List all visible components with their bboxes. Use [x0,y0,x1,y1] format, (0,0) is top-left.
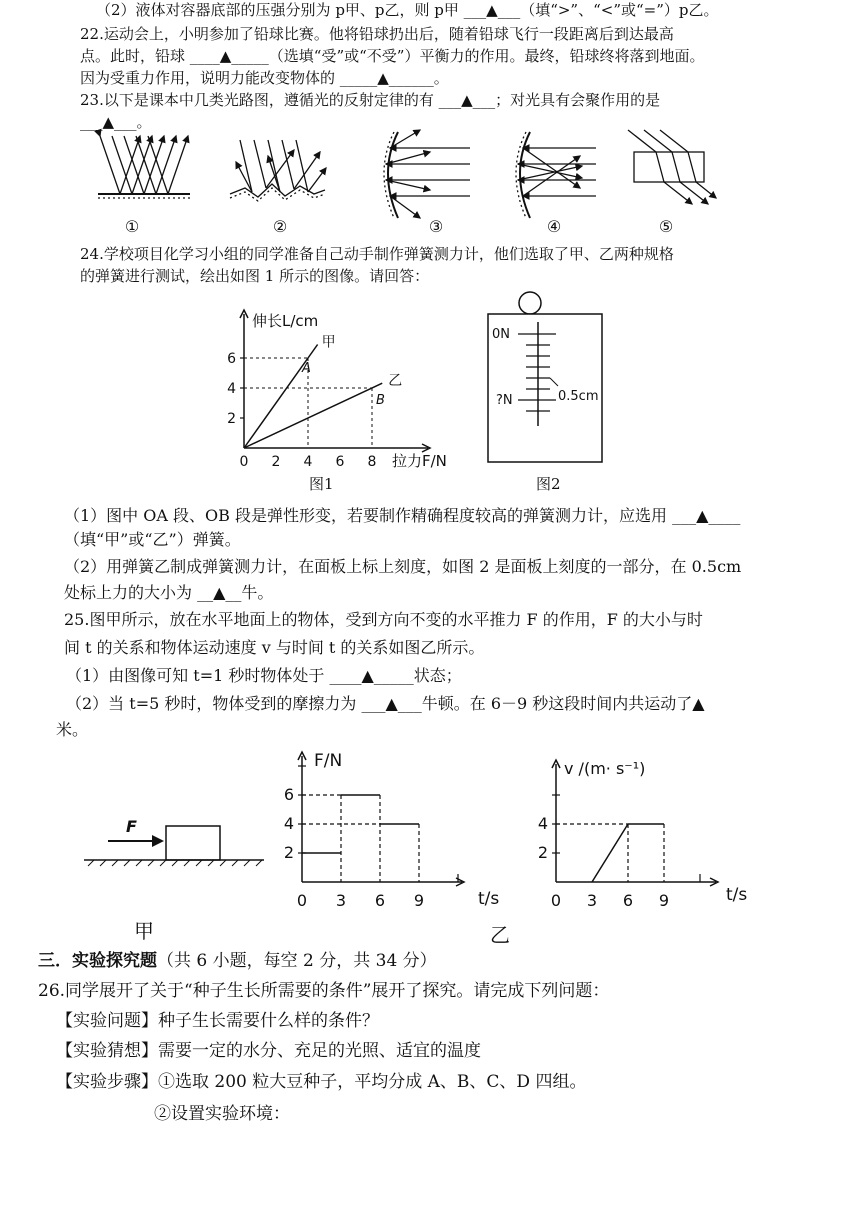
point-label-a: A [302,361,311,376]
q24-part1-line2: （填“甲”或“乙”）弹簧。 [64,530,241,549]
x-axis-label: 拉力F/N [392,452,447,470]
x-tick-label: 6 [374,891,386,910]
force-time-chart [283,746,500,916]
diagram-label: ⑤ [658,217,674,236]
q26-hypothesis: 【实验猜想】需要一定的水分、充足的光照、适宜的温度 [56,1041,481,1061]
q22-line1: 22.运动会上，小明参加了铅球比赛。他将铅球扔出后，随着铅球飞行一段距离后到达最高 [80,25,674,43]
section-title: 三．实验探究题 [38,951,157,971]
figure-jia-block [78,810,278,943]
x-tick-label: 6 [622,891,634,910]
x-axis-label: t/s [478,889,500,909]
x-tick-label: 8 [367,454,377,470]
y-axis-label: v /(m· s⁻¹) [564,759,646,778]
q23-line2: ___▲___。 [80,113,152,131]
series-label-jia: 甲 [321,334,336,351]
y-axis-label: 伸长L/cm [252,312,319,330]
point-label-b: B [376,393,385,408]
diagram-convex-mirror [384,130,470,218]
section-heading [38,953,437,970]
diagram-specular-reflection [98,136,190,198]
y-axis-label: F/N [314,751,343,771]
y-tick-label: 4 [227,381,236,397]
figure2-caption: 图2 [536,475,561,493]
figure1-caption: 图1 [309,475,334,493]
y-tick-label: 4 [283,814,294,833]
section-info: （共 6 小题，每空 2 分，共 34 分） [157,951,437,971]
diagram-label: ③ [428,217,444,236]
diagram-label: ② [272,217,288,236]
scale-label-distance: 0.5cm [558,389,599,404]
x-axis-label: t/s [726,885,748,905]
velocity-segment [592,824,628,882]
y-tick-label: 6 [283,785,294,804]
q26-question: 【实验问题】种子生长需要什么样的条件？ [56,1011,379,1031]
x-tick-label: 0 [296,891,308,910]
x-tick-label: 9 [658,891,670,910]
q22-line2: 点。此时，铅球 ____▲_____（选填“受”或“不受”）平衡力的作用。最终，铅球终将落到地面。 [80,47,705,65]
q23-light-diagrams [0,122,860,242]
y-tick-label: 2 [537,843,548,862]
x-tick-label: 0 [550,891,562,910]
diagram-concave-mirror [516,132,596,218]
q25-part1: （1）由图像可知 t=1 秒时物体处于 ____▲_____状态； [66,666,462,685]
y-tick-label: 4 [537,814,548,833]
q26-step2: ②设置实验环境： [154,1104,290,1124]
figure2-spring-panel [478,290,618,480]
x-tick-label: 3 [586,891,598,910]
figure1-chart [228,308,488,488]
q24-line2: 的弹簧进行测试，绘出如图 1 所示的图像。请回答： [80,267,430,285]
figure-yi-caption: 乙 [490,923,510,947]
diagram-diffuse-reflection [230,140,326,201]
diagram-label: ① [124,217,140,236]
q21-part2-line: （2）液体对容器底部的压强分别为 p甲、p乙，则 p甲 ___▲___（填“>”、“<”或“=”）p乙。 [96,1,719,19]
series-line-yi [244,383,382,448]
q26-step1: 【实验步骤】①选取 200 粒大豆种子，平均分成 A、B、C、D 四组。 [56,1072,587,1092]
q25-part2-line1: （2）当 t=5 秒时，物体受到的摩擦力为 ___▲___牛顿。在 6－9 秒这段时间内共运动了▲ [66,694,705,713]
ground-hatch [88,860,262,866]
q25-part2-line2: 米。 [56,720,89,739]
hanging-ring [519,292,541,314]
diagram-label: ④ [546,217,562,236]
q26-line1: 26.同学展开了关于“种子生长所需要的条件”展开了探究。请完成下列问题： [38,981,610,1001]
y-tick-label: 2 [227,411,236,427]
x-tick-label: 3 [335,891,347,910]
force-label: F [126,817,137,836]
x-tick-label: 0 [239,454,249,470]
velocity-time-chart [490,746,780,947]
q23-line1: 23.以下是课本中几类光路图，遵循光的反射定律的有 ___▲___；对光具有会聚作用的是 [80,91,661,109]
scale-label-unknown: ?N [496,393,513,408]
q24-part2-line1: （2）用弹簧乙制成弹簧测力计，在面板上标上刻度，如图 2 是面板上刻度的一部分，在 0.5cm [64,557,742,576]
q22-line3: 因为受重力作用，说明力能改变物体的 _____▲______。 [80,69,449,87]
q24-part2-line2: 处标上力的大小为 __▲__牛。 [64,583,274,602]
x-tick-label: 6 [335,454,345,470]
q24-line1: 24.学校项目化学习小组的同学准备自己动手制作弹簧测力计，他们选取了甲、乙两种规格 [80,245,674,263]
y-tick-label: 2 [283,843,294,862]
scale-label-zero: 0N [492,327,510,342]
x-tick-label: 2 [271,454,281,470]
y-tick-label: 6 [227,351,236,367]
q25-line1: 25.图甲所示，放在水平地面上的物体，受到方向不变的水平推力 F 的作用，F 的大小与时 [64,610,703,629]
q25-line2: 间 t 的关系和物体运动速度 v 与时间 t 的关系如图乙所示。 [64,638,485,657]
block [166,826,220,860]
q24-part1-line1: （1）图中 OA 段、OB 段是弹性形变，若要制作精确程度较高的弹簧测力计，应选用 ___▲____ [64,506,741,525]
figure-jia-caption: 甲 [134,919,154,943]
x-tick-label: 4 [303,454,313,470]
series-label-yi: 乙 [388,373,403,390]
diagram-glass-block [628,130,716,204]
x-tick-label: 9 [413,891,425,910]
